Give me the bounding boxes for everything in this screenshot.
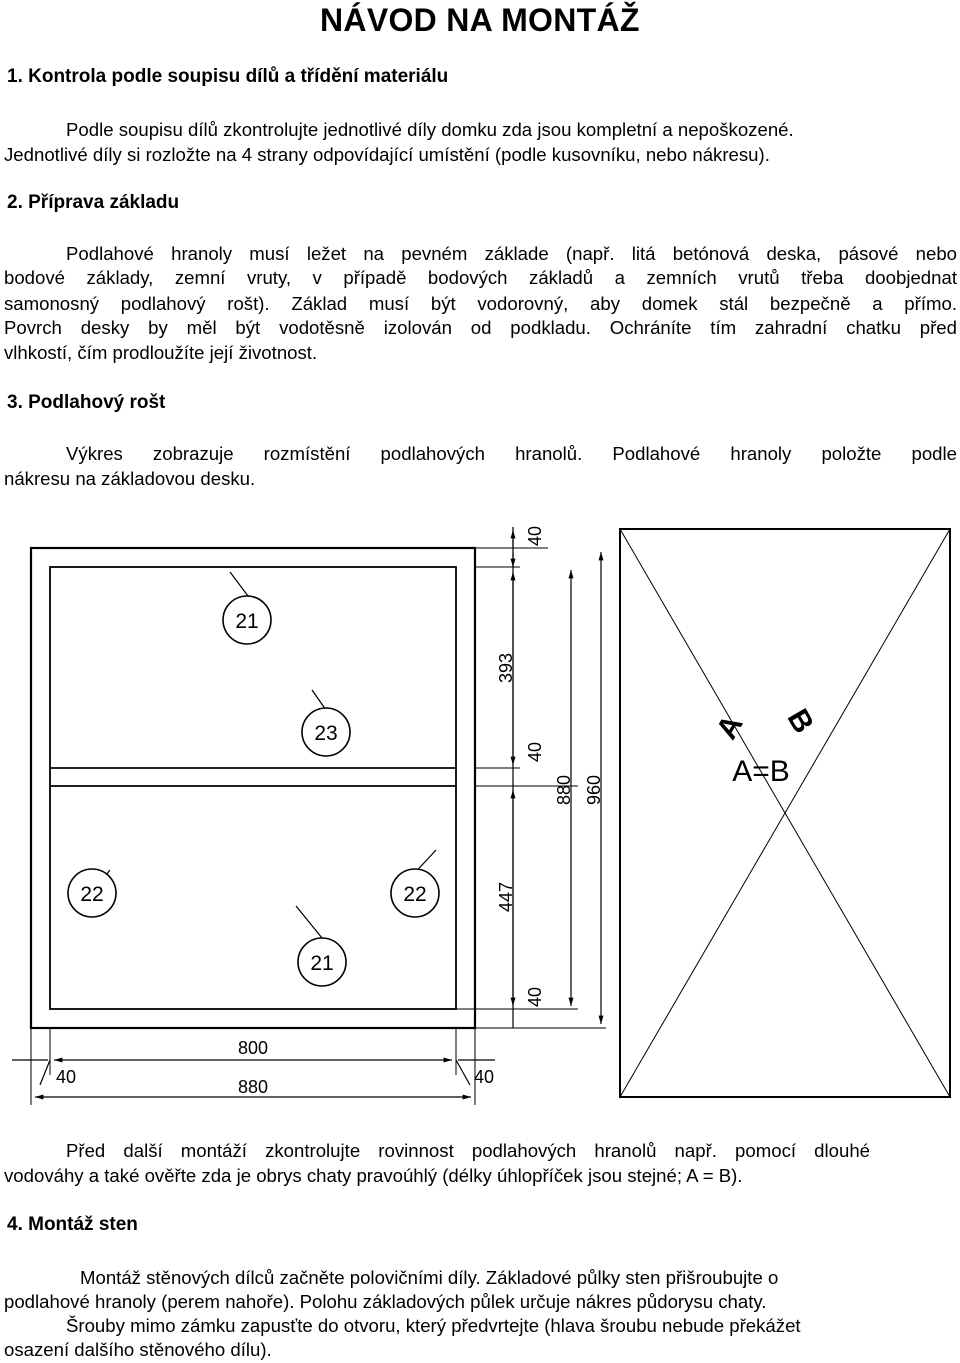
part-callouts — [68, 596, 439, 986]
check-line-2: vodováhy a také ověřte zda je obrys chaty pravoúhlý (délky úhlopříček jsou stejné; A = B). — [4, 1165, 743, 1186]
check-line-1: Před další montáží zkontrolujte rovinnost podlahových hranolů např. pomocí dlouhé — [66, 1140, 870, 1161]
dim-outer-height: 960 — [584, 774, 604, 806]
dim-outer-width: 880 — [237, 1077, 269, 1097]
section-4-line-3: Šrouby mimo zámku zapusťte do otvoru, který předvrtejte (hlava šroubu nebude překážet — [66, 1315, 801, 1336]
section-2-line-1: Podlahové hranoly musí ležet na pevném základe (např. litá betónová deska, pásové nebo — [66, 243, 957, 264]
section-4-line-4: osazení dalšího stěnového dílu). — [4, 1339, 272, 1360]
section-3-line-1: Výkres zobrazuje rozmístění podlahových hranolů. Podlahové hranoly položte podle — [66, 443, 957, 464]
callout-left-beam: 22 — [80, 883, 104, 906]
dim-middle-beam: 40 — [525, 741, 545, 763]
dim-inner-width: 800 — [237, 1038, 269, 1058]
dim-left-beam: 40 — [55, 1067, 77, 1087]
section-1-line-1: Podle soupisu dílů zkontrolujte jednotlivé díly domku zda jsou kompletní a nepoškozené. — [66, 119, 794, 140]
dim-upper-span: 393 — [496, 652, 516, 684]
section-2-line-4: Povrch desky by měl být vodotěsně izolován od podkladu. Ochráníte tím zahradní chatku před — [4, 317, 957, 338]
dim-right-beam: 40 — [473, 1067, 495, 1087]
diagonal-b-label: B — [780, 703, 820, 739]
diagonal-check-diagram — [620, 529, 950, 1097]
callout-right-beam: 22 — [403, 883, 427, 906]
section-4-heading: 4. Montáž sten — [7, 1214, 138, 1235]
extension-lines — [31, 548, 606, 1105]
section-1-heading: 1. Kontrola podle soupisu dílů a třídění materiálu — [7, 66, 449, 87]
section-2-line-5: vlhkostí, čím prodloužíte její životnost. — [4, 342, 318, 363]
diagonal-equation: A=B — [732, 755, 790, 788]
section-2-line-3: samonosný podlahový rošt). Základ musí být vodorovný, aby domek stál bezpečně a přímo. — [4, 293, 957, 314]
section-4-line-1: Montáž stěnových dílců začněte polovičními díly. Základové půlky sten přišroubujte o — [80, 1267, 779, 1288]
dim-top-beam: 40 — [525, 525, 545, 547]
dim-lower-span: 447 — [496, 881, 516, 913]
section-3-heading: 3. Podlahový rošt — [7, 392, 166, 413]
section-3-line-2: nákresu na základovou desku. — [4, 468, 256, 489]
diagonal-a-label: A — [710, 709, 750, 745]
dim-bottom-beam: 40 — [525, 986, 545, 1008]
section-2-heading: 2. Příprava základu — [7, 192, 180, 213]
section-4-line-2: podlahové hranoly (perem nahoře). Polohu základových půlek určuje nákres půdorysu chaty. — [4, 1291, 767, 1312]
dim-inner-height: 880 — [554, 774, 574, 806]
floor-frame-drawing — [0, 515, 960, 1115]
callout-top-beam: 21 — [235, 610, 259, 633]
dimension-lines — [12, 527, 601, 1097]
callout-middle-beam: 23 — [314, 722, 338, 745]
dimension-labels — [56, 526, 604, 1097]
section-2-line-2: bodové základy, zemní vruty, v případě bodových základů a zemních vrutů třeba doobjednat — [4, 267, 957, 288]
callout-bottom-beam: 21 — [310, 952, 334, 975]
page-title: NÁVOD NA MONTÁŽ — [320, 2, 640, 38]
section-1-line-2: Jednotlivé díly si rozložte na 4 strany odpovídající umístění (podle kusovníku, nebo nákresu). — [4, 144, 770, 165]
